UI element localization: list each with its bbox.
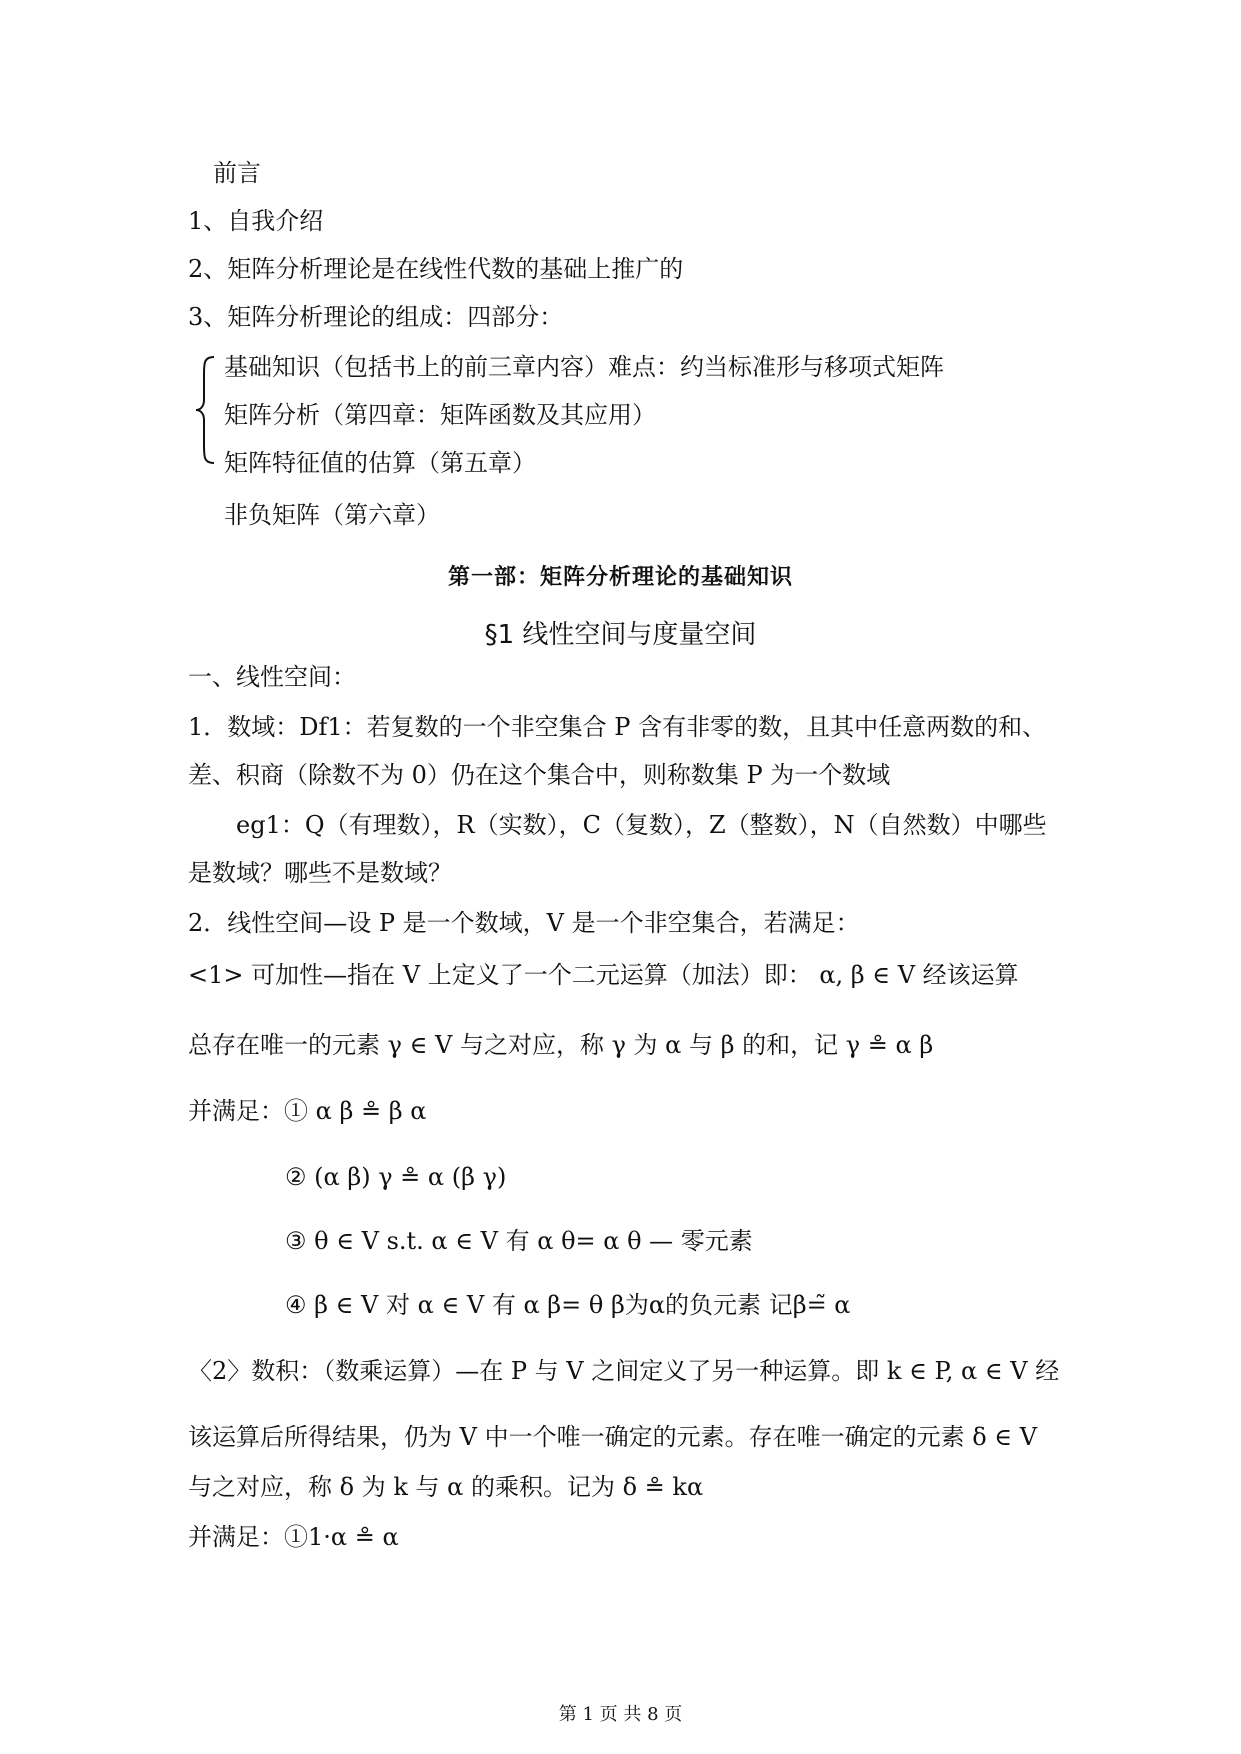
preface-item-3: 3、矩阵分析理论的组成：四部分： xyxy=(188,303,564,331)
condition-scalar-cont-2: 与之对应，称 δ 为 k 与 α 的乘积。记为 δ ≗ kα xyxy=(188,1473,704,1501)
axiom-4: ④ β ∈ V 对 α ∈ V 有 α β= θ β为α的负元素 记β=̃ α xyxy=(285,1291,851,1319)
condition-addition-cont: 总存在唯一的元素 γ ∈ V 与之对应，称 γ 为 α 与 β 的和，记 γ ≗ α β xyxy=(188,1031,934,1059)
part-item-4: 非负矩阵（第六章） xyxy=(224,501,440,529)
part-item-1: 基础知识（包括书上的前三章内容）难点：约当标准形与移项式矩阵 xyxy=(224,353,944,381)
part-item-2: 矩阵分析（第四章：矩阵函数及其应用） xyxy=(224,401,656,429)
scalar-axiom-1: 并满足：①1·α ≗ α xyxy=(188,1523,399,1551)
heading-linear-space: 一、线性空间： xyxy=(188,663,356,691)
preface-item-2: 2、矩阵分析理论是在线性代数的基础上推广的 xyxy=(188,255,684,283)
section-title: §1 线性空间与度量空间 xyxy=(484,620,757,650)
def-number-field: 1．数域：Df1：若复数的一个非空集合 P 含有非零的数，且其中任意两数的和、 xyxy=(188,713,1047,741)
condition-addition: <1> 可加性—指在 V 上定义了一个二元运算（加法）即： α, β ∈ V 经该运算 xyxy=(188,961,1019,989)
left-brace-icon xyxy=(194,355,216,465)
part-title: 第一部：矩阵分析理论的基础知识 xyxy=(447,564,793,590)
axiom-1: 并满足：① α β ≗ β α xyxy=(188,1097,427,1125)
part-item-3: 矩阵特征值的估算（第五章） xyxy=(224,449,536,477)
def-linear-space: 2．线性空间—设 P 是一个数域，V 是一个非空集合，若满足： xyxy=(188,909,860,937)
page-footer: 第 1 页 共 8 页 xyxy=(558,1704,683,1725)
condition-scalar: 〈2〉数积：（数乘运算）—在 P 与 V 之间定义了另一种运算。即 k ∈ P, α ∈ V 经 xyxy=(188,1357,1060,1385)
def-number-field-cont: 差、积商（除数不为 0）仍在这个集合中，则称数集 P 为一个数域 xyxy=(188,761,891,789)
axiom-3: ③ θ ∈ V s.t. α ∈ V 有 α θ= α θ — 零元素 xyxy=(285,1227,753,1255)
condition-scalar-cont: 该运算后所得结果，仍为 V 中一个唯一确定的元素。存在唯一确定的元素 δ ∈ V xyxy=(188,1423,1038,1451)
example-1: eg1：Q（有理数），R（实数），C（复数），Z（整数），N（自然数）中哪些 xyxy=(236,811,1047,839)
preface-title: 前言 xyxy=(213,159,261,187)
axiom-2: ② (α β) γ ≗ α (β γ) xyxy=(285,1163,507,1191)
example-1-cont: 是数域？哪些不是数域？ xyxy=(188,859,452,887)
preface-item-1: 1、自我介绍 xyxy=(188,207,324,235)
